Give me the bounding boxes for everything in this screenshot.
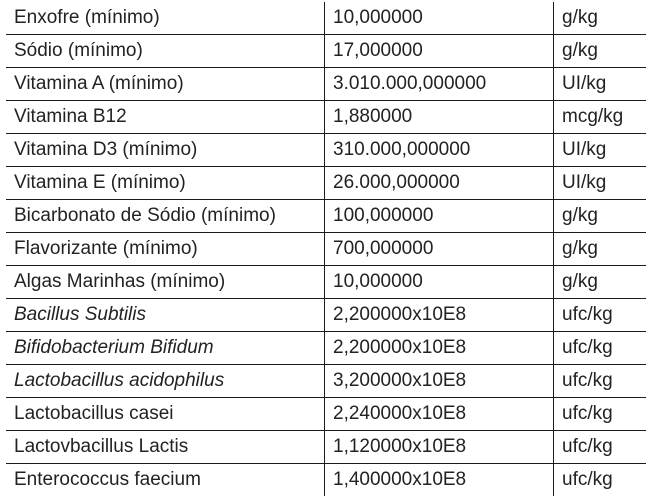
table-row: [6, 431, 646, 464]
table-row: [6, 2, 646, 35]
nutrient-value-cell: 1,400000x10E8: [325, 464, 554, 497]
nutrient-unit-cell: ufc/kg: [554, 398, 647, 431]
nutrient-unit-cell: g/kg: [554, 35, 647, 68]
nutrient-value-cell: 700,000000: [325, 233, 554, 266]
nutrient-unit-cell: UI/kg: [554, 68, 647, 101]
nutrient-unit-cell: ufc/kg: [554, 332, 647, 365]
nutrient-table: [6, 2, 646, 496]
nutrient-name-cell: Vitamina A (mínimo): [6, 68, 325, 101]
table-row: [6, 68, 646, 101]
nutrient-unit-cell: mcg/kg: [554, 101, 647, 134]
table-row: [6, 266, 646, 299]
table-row: [6, 134, 646, 167]
nutrient-name-cell: Enterococcus faecium: [6, 464, 325, 497]
nutrient-value-cell: 100,000000: [325, 200, 554, 233]
nutrient-unit-cell: ufc/kg: [554, 365, 647, 398]
nutrient-unit-cell: g/kg: [554, 266, 647, 299]
nutrient-name-cell: Vitamina E (mínimo): [6, 167, 325, 200]
nutrient-value-cell: 3,200000x10E8: [325, 365, 554, 398]
nutrient-name-cell: Vitamina B12: [6, 101, 325, 134]
table-row: [6, 200, 646, 233]
nutrient-name-cell: Lactobacillus casei: [6, 398, 325, 431]
nutrient-name-cell: Sódio (mínimo): [6, 35, 325, 68]
nutrient-name-cell: Lactovbacillus Lactis: [6, 431, 325, 464]
table-row: [6, 167, 646, 200]
nutrient-name-cell: Lactobacillus acidophilus: [6, 365, 325, 398]
nutrient-name-cell: Vitamina D3 (mínimo): [6, 134, 325, 167]
nutrient-name-cell: Enxofre (mínimo): [6, 2, 325, 35]
nutrient-unit-cell: g/kg: [554, 2, 647, 35]
nutrient-value-cell: 10,000000: [325, 2, 554, 35]
nutrient-unit-cell: g/kg: [554, 200, 647, 233]
nutrient-unit-cell: g/kg: [554, 233, 647, 266]
nutrient-unit-cell: UI/kg: [554, 167, 647, 200]
nutrient-unit-cell: ufc/kg: [554, 464, 647, 497]
nutrient-value-cell: 2,240000x10E8: [325, 398, 554, 431]
nutrient-table-body: [6, 2, 646, 496]
nutrient-value-cell: 310.000,000000: [325, 134, 554, 167]
table-row: [6, 365, 646, 398]
nutrient-name-cell: Algas Marinhas (mínimo): [6, 266, 325, 299]
nutrient-unit-cell: ufc/kg: [554, 299, 647, 332]
table-row: [6, 332, 646, 365]
nutrient-value-cell: 17,000000: [325, 35, 554, 68]
table-row: [6, 398, 646, 431]
nutrient-value-cell: 26.000,000000: [325, 167, 554, 200]
nutrient-unit-cell: UI/kg: [554, 134, 647, 167]
nutrient-unit-cell: ufc/kg: [554, 431, 647, 464]
table-row: [6, 464, 646, 497]
nutrient-name-cell: Bacillus Subtilis: [6, 299, 325, 332]
nutrient-value-cell: 10,000000: [325, 266, 554, 299]
nutrient-value-cell: 3.010.000,000000: [325, 68, 554, 101]
table-row: [6, 233, 646, 266]
nutrient-name-cell: Bifidobacterium Bifidum: [6, 332, 325, 365]
nutrient-name-cell: Bicarbonato de Sódio (mínimo): [6, 200, 325, 233]
table-row: [6, 299, 646, 332]
nutrient-value-cell: 1,120000x10E8: [325, 431, 554, 464]
nutrient-value-cell: 1,880000: [325, 101, 554, 134]
nutrient-name-cell: Flavorizante (mínimo): [6, 233, 325, 266]
nutrient-value-cell: 2,200000x10E8: [325, 332, 554, 365]
table-row: [6, 101, 646, 134]
nutrient-value-cell: 2,200000x10E8: [325, 299, 554, 332]
table-row: [6, 35, 646, 68]
